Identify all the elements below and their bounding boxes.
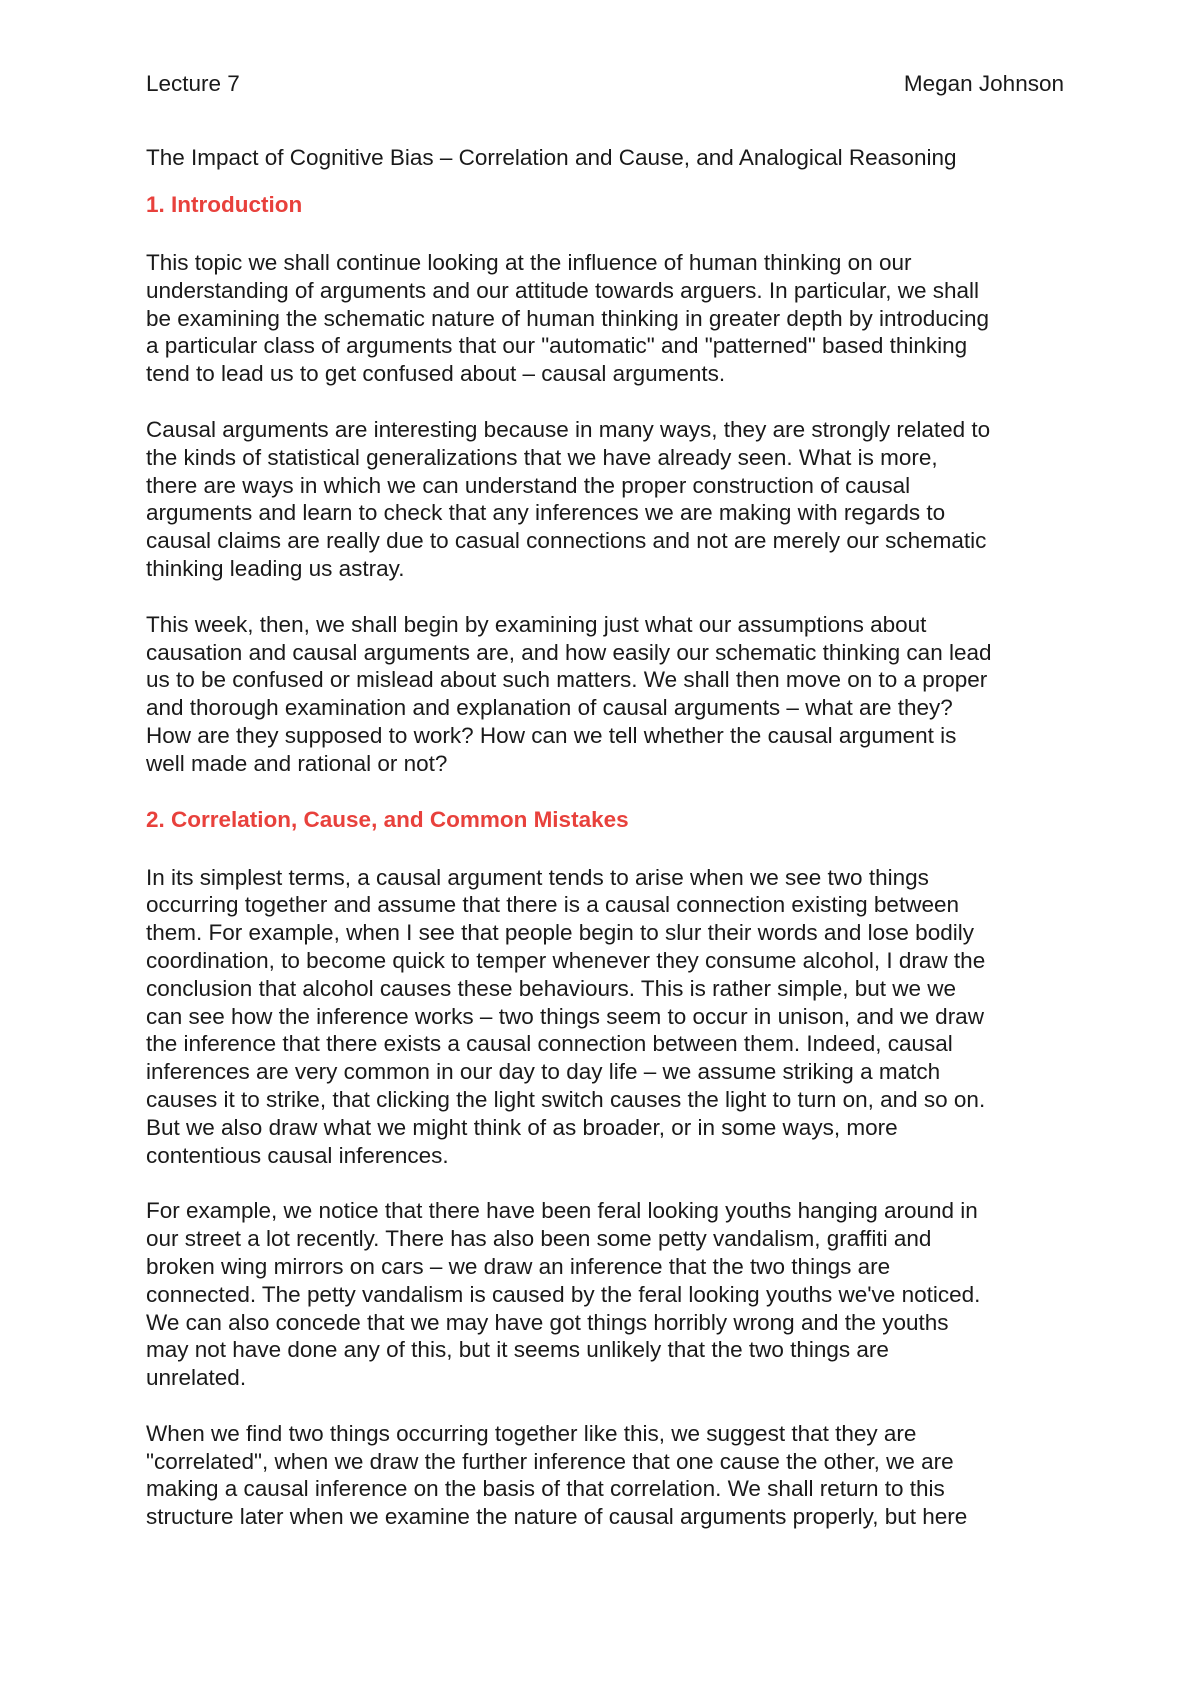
text-line: thinking leading us astray. — [146, 555, 405, 581]
text-line: causes it to strike, that clicking the light switch causes the light to turn on, and so on. — [146, 1086, 986, 1112]
body-paragraph — [146, 1197, 1064, 1392]
text-line: "correlated", when we draw the further inference that one cause the other, we are — [146, 1448, 954, 1474]
text-line: Causal arguments are interesting because in many ways, they are strongly related to — [146, 416, 991, 442]
text-line: may not have done any of this, but it seems unlikely that the two things are — [146, 1337, 889, 1363]
document-page — [146, 70, 1064, 1531]
lecture-label: Lecture 7 — [146, 71, 240, 96]
text-line: broken wing mirrors on cars – we draw an inference that the two things are — [146, 1253, 891, 1279]
body-paragraph — [146, 416, 1064, 583]
text-line: well made and rational or not? — [146, 750, 448, 776]
text-line: This topic we shall continue looking at the influence of human thinking on our — [146, 250, 912, 275]
text-line: them. For example, when I see that people begin to slur their words and lose bodily — [146, 920, 974, 946]
body-paragraph — [146, 249, 1064, 388]
text-line: a particular class of arguments that our "automatic" and "patterned" based thinking — [146, 333, 968, 359]
text-line: tend to lead us to get confused about – causal arguments. — [146, 361, 726, 387]
text-line: When we find two things occurring together like this, we suggest that they are — [146, 1420, 917, 1446]
text-line: understanding of arguments and our attitude towards arguers. In particular, we shall — [146, 277, 979, 303]
text-line: This week, then, we shall begin by examining just what our assumptions about — [146, 611, 927, 637]
text-line: there are ways in which we can understand the proper construction of causal — [146, 472, 911, 498]
text-line: causal claims are really due to casual connections and not are merely our schematic — [146, 528, 987, 554]
text-line: the kinds of statistical generalizations that we have already seen. What is more, — [146, 444, 938, 470]
text-line: unrelated. — [146, 1365, 247, 1391]
text-line: inferences are very common in our day to day life – we assume striking a match — [146, 1059, 941, 1085]
text-line: In its simplest terms, a causal argument tends to arise when we see two things — [146, 864, 929, 890]
text-line: connected. The petty vandalism is caused by the feral looking youths we've noticed. — [146, 1281, 981, 1307]
text-line: structure later when we examine the nature of causal arguments properly, but here — [146, 1504, 968, 1530]
text-line: For example, we notice that there have been feral looking youths hanging around in — [146, 1198, 978, 1224]
text-line: causation and causal arguments are, and how easily our schematic thinking can lead — [146, 639, 992, 665]
text-line: us to be confused or mislead about such matters. We shall then move on to a proper — [146, 667, 988, 693]
text-line: the inference that there exists a causal connection between them. Indeed, causal — [146, 1031, 953, 1057]
body-paragraph — [146, 1420, 1064, 1531]
text-line: How are they supposed to work? How can we tell whether the causal argument is — [146, 722, 957, 748]
section-heading: 2. Correlation, Cause, and Common Mistakes — [146, 806, 629, 832]
page-header — [146, 70, 1064, 98]
text-line: our street a lot recently. There has also been some petty vandalism, graffiti and — [146, 1226, 932, 1252]
text-line: arguments and learn to check that any inferences we are making with regards to — [146, 500, 946, 526]
document-title: The Impact of Cognitive Bias – Correlation and Cause, and Analogical Reasoning — [146, 145, 957, 170]
text-line: making a causal inference on the basis of that correlation. We shall return to this — [146, 1476, 945, 1502]
section-heading: 1. Introduction — [146, 192, 303, 217]
text-line: can see how the inference works – two things seem to occur in unison, and we draw — [146, 1003, 984, 1029]
text-line: be examining the schematic nature of human thinking in greater depth by introducing — [146, 305, 990, 331]
text-line: and thorough examination and explanation of causal arguments – what are they? — [146, 695, 953, 721]
text-line: conclusion that alcohol causes these behaviours. This is rather simple, but we we — [146, 975, 957, 1001]
text-line: But we also draw what we might think of as broader, or in some ways, more — [146, 1114, 898, 1140]
text-line: coordination, to become quick to temper whenever they consume alcohol, I draw the — [146, 947, 986, 973]
text-line: We can also concede that we may have got things horribly wrong and the youths — [146, 1309, 949, 1335]
body-paragraph — [146, 611, 1064, 778]
text-line: contentious causal inferences. — [146, 1142, 449, 1168]
text-line: occurring together and assume that there is a causal connection existing between — [146, 892, 959, 918]
document-body — [146, 191, 1064, 1531]
author-name: Megan Johnson — [903, 71, 1064, 96]
body-paragraph — [146, 864, 1064, 1170]
